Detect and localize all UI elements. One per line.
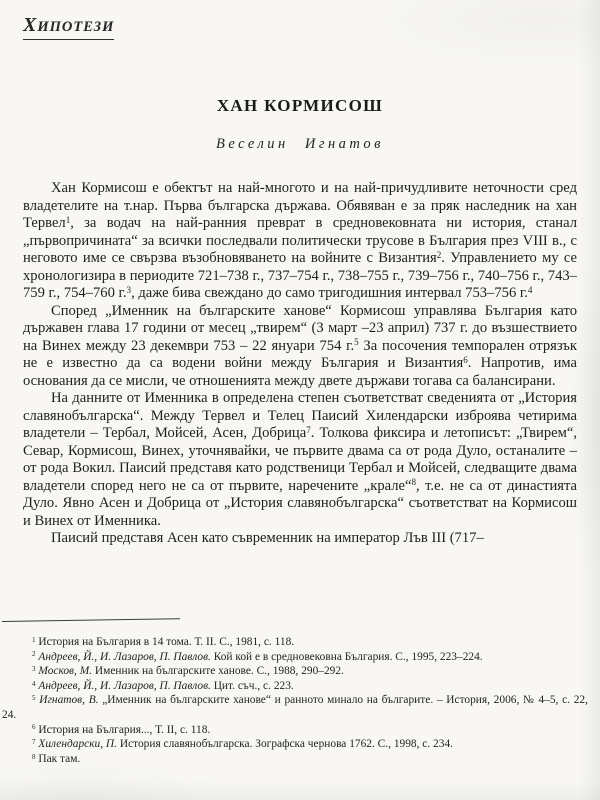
text-run: Кой кой е в средновековна България. С., 1995, 223–224. [210,650,483,663]
paragraph [23,303,577,391]
author-name: Веселин Игнатов [216,136,384,152]
text-run: Според „Именник на българските ханове“ Кормисош управлява България като държавен глава 17 години от месец „твирем“ (3 март –23 април) 737 г. до възшествието на Винех между 23 декември 753 – 22 януари 754 г. [23,302,577,354]
text-run: , за водач на най-ранния преврат в средновековната ни история, станал „първопричината“ за всички последвали политически трусове в България през VIII в., с неговото име се свързва възобновяването на войните с Византия [23,215,577,266]
footnote-number: 6 [32,723,36,732]
text-run: Цит. съч., с. 223. [210,679,294,692]
text-run: , даже бива свеждано до само тригодишния интервал 753–756 г. [131,285,528,301]
text-run: Андреев, Й., И. Лазаров, П. Павлов. [38,679,211,692]
article-title: ХАН КОРМИСОШ [216,96,384,115]
footnote-number: 3 [32,665,36,674]
text-run: Паисий представя Асен като съвременник на император Лъв III (717– [51,530,484,546]
footnote-item [2,752,588,767]
text-run: Андреев, Й., И. Лазаров, П. Павлов. [38,650,211,663]
text-run: Хилендарски, П. [38,738,118,751]
text-run: Москов, М. [38,665,93,678]
footnote-area [2,621,588,766]
text-run: История славянобългарска. Зографска чернова 1762. С., 1998, с. 234. [117,738,453,751]
text-run: За посочения темпорален отрязък не е известно да са водени войни между България и Византия [23,337,578,371]
text-run: Хан Кормисош е обектът на най-многото и на най-причудливите неточности сред владетелите на т.нар. Първа българска държава. Обявяван е за пряк наследник на хан Тервел [23,180,577,231]
text-run: Игнатов, В. [39,694,99,707]
text-run: , т.е. не са от династията Дуло. Явно Асен и Добрица от „История славянобългарска“ съответстват на Кормисош и Винех от Именника. [23,477,577,529]
text-run: „Именник на българските ханове“ и ранното минало на българите. – История, 2006, № 4–5, с. 22, 24. [2,694,588,721]
text-run: Именник на българските ханове. С., 1988, 290–292. [92,665,344,678]
footnote-item [2,737,588,752]
footnote-item [2,650,588,665]
text-run: . Напротив, има основания да се мисли, че отношенията между двете държави тогава са балансирани. [23,355,577,389]
footnote-number: 8 [32,752,36,761]
footnote-ref: 3 [126,284,132,295]
footnote-number: 7 [32,737,36,746]
body-text [23,180,577,548]
text-run: . Толкова фиксира и летописът: „Твирем“, Севар, Кормисош, Винех, уточнявайки, че първите двама са от рода Дуло, останалите – от рода Вокил. Паисий представя като родственици Тербал и Мойсей, следващите двама владетели според него не са от първите, наречените „крале“ [23,425,578,494]
footnote-ref: 1 [65,214,71,225]
text-run: На данните от Именника в определена степен съответстват сведенията от „История славянобългарска“. Между Тервел и Телец Паисий Хилендарски изброява четирима владетели – Тербал, Мойсей, Асен, Добрица [23,390,577,441]
text-run: . Управлението му се хронологизира в периодите 721–738 г., 737–754 г., 738–755 г., 739–756 г., 740–756 г., 743–759 г., 754–760 г. [23,250,578,301]
footnote-number: 5 [32,694,36,703]
footnote-number: 4 [32,679,36,688]
footnote-item [2,693,588,722]
footnote-ref: 8 [411,477,417,488]
text-run: История на България в 14 тома. Т. II. С., 1981, с. 118. [38,636,295,648]
footnote-ref: 2 [436,249,442,260]
footnote-number: 2 [32,650,36,659]
footnote-separator [2,618,180,622]
text-run: Пак там. [38,752,81,765]
footnote-ref: 4 [527,284,533,295]
footnote-ref: 5 [354,337,359,348]
running-head [23,14,600,40]
section-header-label: ХИПОТЕЗИ [23,14,114,40]
footnote-number: 1 [32,635,36,644]
footnote-list [2,635,588,766]
footnote-item [2,723,588,738]
footnote-ref: 6 [463,354,468,365]
footnote-item [2,635,588,650]
paragraph [23,530,577,548]
paragraph [23,180,577,303]
paragraph [23,390,577,530]
footnote-ref: 7 [306,424,311,435]
footnote-item [2,664,588,679]
footnote-item [2,679,588,694]
text-run: История на България..., Т. II, с. 118. [38,723,211,736]
